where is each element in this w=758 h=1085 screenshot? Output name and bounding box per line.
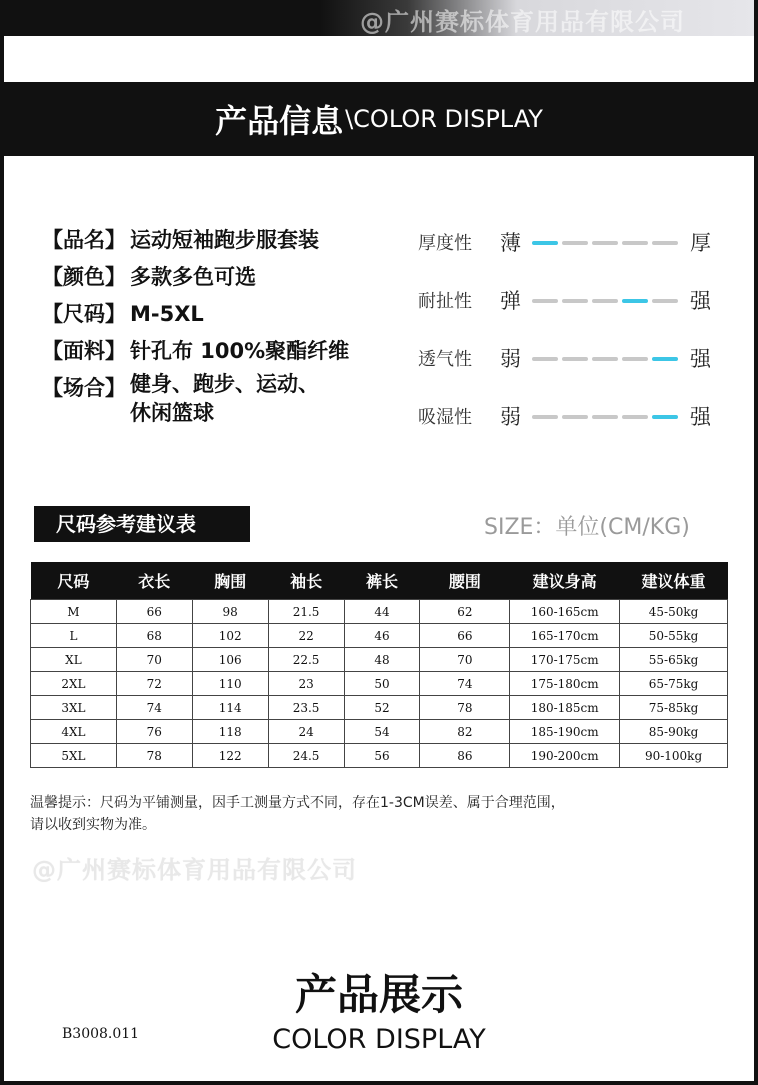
table-cell: 190-200cm [510, 744, 620, 768]
table-cell: 65-75kg [620, 672, 728, 696]
info-key: 【颜色】 [42, 265, 126, 289]
property-low-label: 弱 [500, 347, 521, 371]
table-cell: 98 [192, 600, 268, 624]
table-cell: 2XL [31, 672, 117, 696]
table-cell: 5XL [31, 744, 117, 768]
table-cell: 74 [420, 672, 510, 696]
size-table-header-cell: 裤长 [344, 562, 420, 600]
property-high-label: 厚 [690, 231, 711, 255]
property-low-label: 弱 [500, 405, 521, 429]
table-cell: 50 [344, 672, 420, 696]
table-cell: 4XL [31, 720, 117, 744]
product-display-title: 产品展示 [294, 970, 463, 1019]
watermark-top: @广州赛标体育用品有限公司 [360, 8, 685, 36]
info-key: 【尺码】 [42, 302, 126, 326]
table-cell: 82 [420, 720, 510, 744]
info-value: 多款多色可选 [130, 265, 256, 289]
table-cell: 23 [268, 672, 344, 696]
table-cell: 78 [116, 744, 192, 768]
property-high-label: 强 [690, 405, 711, 429]
table-cell: 170-175cm [510, 648, 620, 672]
table-cell: 75-85kg [620, 696, 728, 720]
header-title-en: \COLOR DISPLAY [345, 105, 543, 133]
table-cell: 55-65kg [620, 648, 728, 672]
size-table-header-cell: 尺码 [31, 562, 117, 600]
property-high-label: 强 [690, 347, 711, 371]
table-cell: 90-100kg [620, 744, 728, 768]
property-low-label: 弹 [500, 289, 521, 313]
info-key: 【品名】 [42, 228, 126, 252]
size-table-header-cell: 腰围 [420, 562, 510, 600]
table-cell: 70 [420, 648, 510, 672]
table-cell: 76 [116, 720, 192, 744]
product-display-subtitle: COLOR DISPLAY [272, 1024, 486, 1055]
property-name: 透气性 [418, 349, 472, 370]
table-cell: 106 [192, 648, 268, 672]
table-cell: 66 [420, 624, 510, 648]
table-cell: 22 [268, 624, 344, 648]
table-cell: 180-185cm [510, 696, 620, 720]
property-name: 耐扯性 [418, 291, 472, 312]
size-unit-label: SIZE：单位(CM/KG) [484, 515, 690, 540]
table-cell: 85-90kg [620, 720, 728, 744]
table-cell: 175-180cm [510, 672, 620, 696]
table-cell: 66 [116, 600, 192, 624]
table-cell: 50-55kg [620, 624, 728, 648]
info-value: 针孔布 100%聚酯纤维 [130, 339, 350, 363]
table-cell: 118 [192, 720, 268, 744]
info-key: 【场合】 [42, 376, 126, 400]
table-cell: 62 [420, 600, 510, 624]
size-table-header-cell: 建议体重 [620, 562, 728, 600]
table-cell: 74 [116, 696, 192, 720]
table-cell: 72 [116, 672, 192, 696]
note-line2: 请以收到实物为准。 [30, 817, 156, 833]
table-cell: 160-165cm [510, 600, 620, 624]
table-cell: M [31, 600, 117, 624]
watermark-mid: @广州赛标体育用品有限公司 [32, 856, 357, 884]
table-cell: 68 [116, 624, 192, 648]
property-low-label: 薄 [500, 231, 521, 255]
info-value-line1: 健身、跑步、运动、 [130, 372, 319, 396]
info-value: 运动短袖跑步服套装 [130, 228, 319, 252]
property-name: 吸湿性 [418, 407, 472, 428]
table-cell: 24 [268, 720, 344, 744]
size-chart-title: 尺码参考建议表 [34, 506, 250, 542]
table-cell: 165-170cm [510, 624, 620, 648]
table-cell: 23.5 [268, 696, 344, 720]
table-cell: 21.5 [268, 600, 344, 624]
table-cell: 54 [344, 720, 420, 744]
table-cell: 44 [344, 600, 420, 624]
table-cell: 52 [344, 696, 420, 720]
table-cell: L [31, 624, 117, 648]
table-cell: 78 [420, 696, 510, 720]
table-cell: 114 [192, 696, 268, 720]
size-table-header-cell: 袖长 [268, 562, 344, 600]
table-cell: 86 [420, 744, 510, 768]
note-line1: 温馨提示：尺码为平铺测量，因手工测量方式不同，存在1-3CM误差、属于合理范围， [30, 795, 565, 811]
table-cell: 48 [344, 648, 420, 672]
property-name: 厚度性 [418, 233, 472, 254]
table-cell: 56 [344, 744, 420, 768]
table-cell: 102 [192, 624, 268, 648]
size-table-header-cell: 衣长 [116, 562, 192, 600]
size-table-header-cell: 胸围 [192, 562, 268, 600]
table-cell: 22.5 [268, 648, 344, 672]
info-key: 【面料】 [42, 339, 126, 363]
table-cell: 24.5 [268, 744, 344, 768]
table-cell: 3XL [31, 696, 117, 720]
info-value-line2: 休闲篮球 [130, 401, 214, 425]
info-value: M-5XL [130, 302, 204, 326]
header-title-zh: 产品信息 [215, 102, 344, 140]
table-cell: 122 [192, 744, 268, 768]
table-cell: 70 [116, 648, 192, 672]
table-cell: 185-190cm [510, 720, 620, 744]
property-high-label: 强 [690, 289, 711, 313]
table-cell: XL [31, 648, 117, 672]
table-cell: 46 [344, 624, 420, 648]
table-cell: 110 [192, 672, 268, 696]
size-table-header-cell: 建议身高 [510, 562, 620, 600]
product-code: B3008.011 [62, 1026, 140, 1042]
table-cell: 45-50kg [620, 600, 728, 624]
